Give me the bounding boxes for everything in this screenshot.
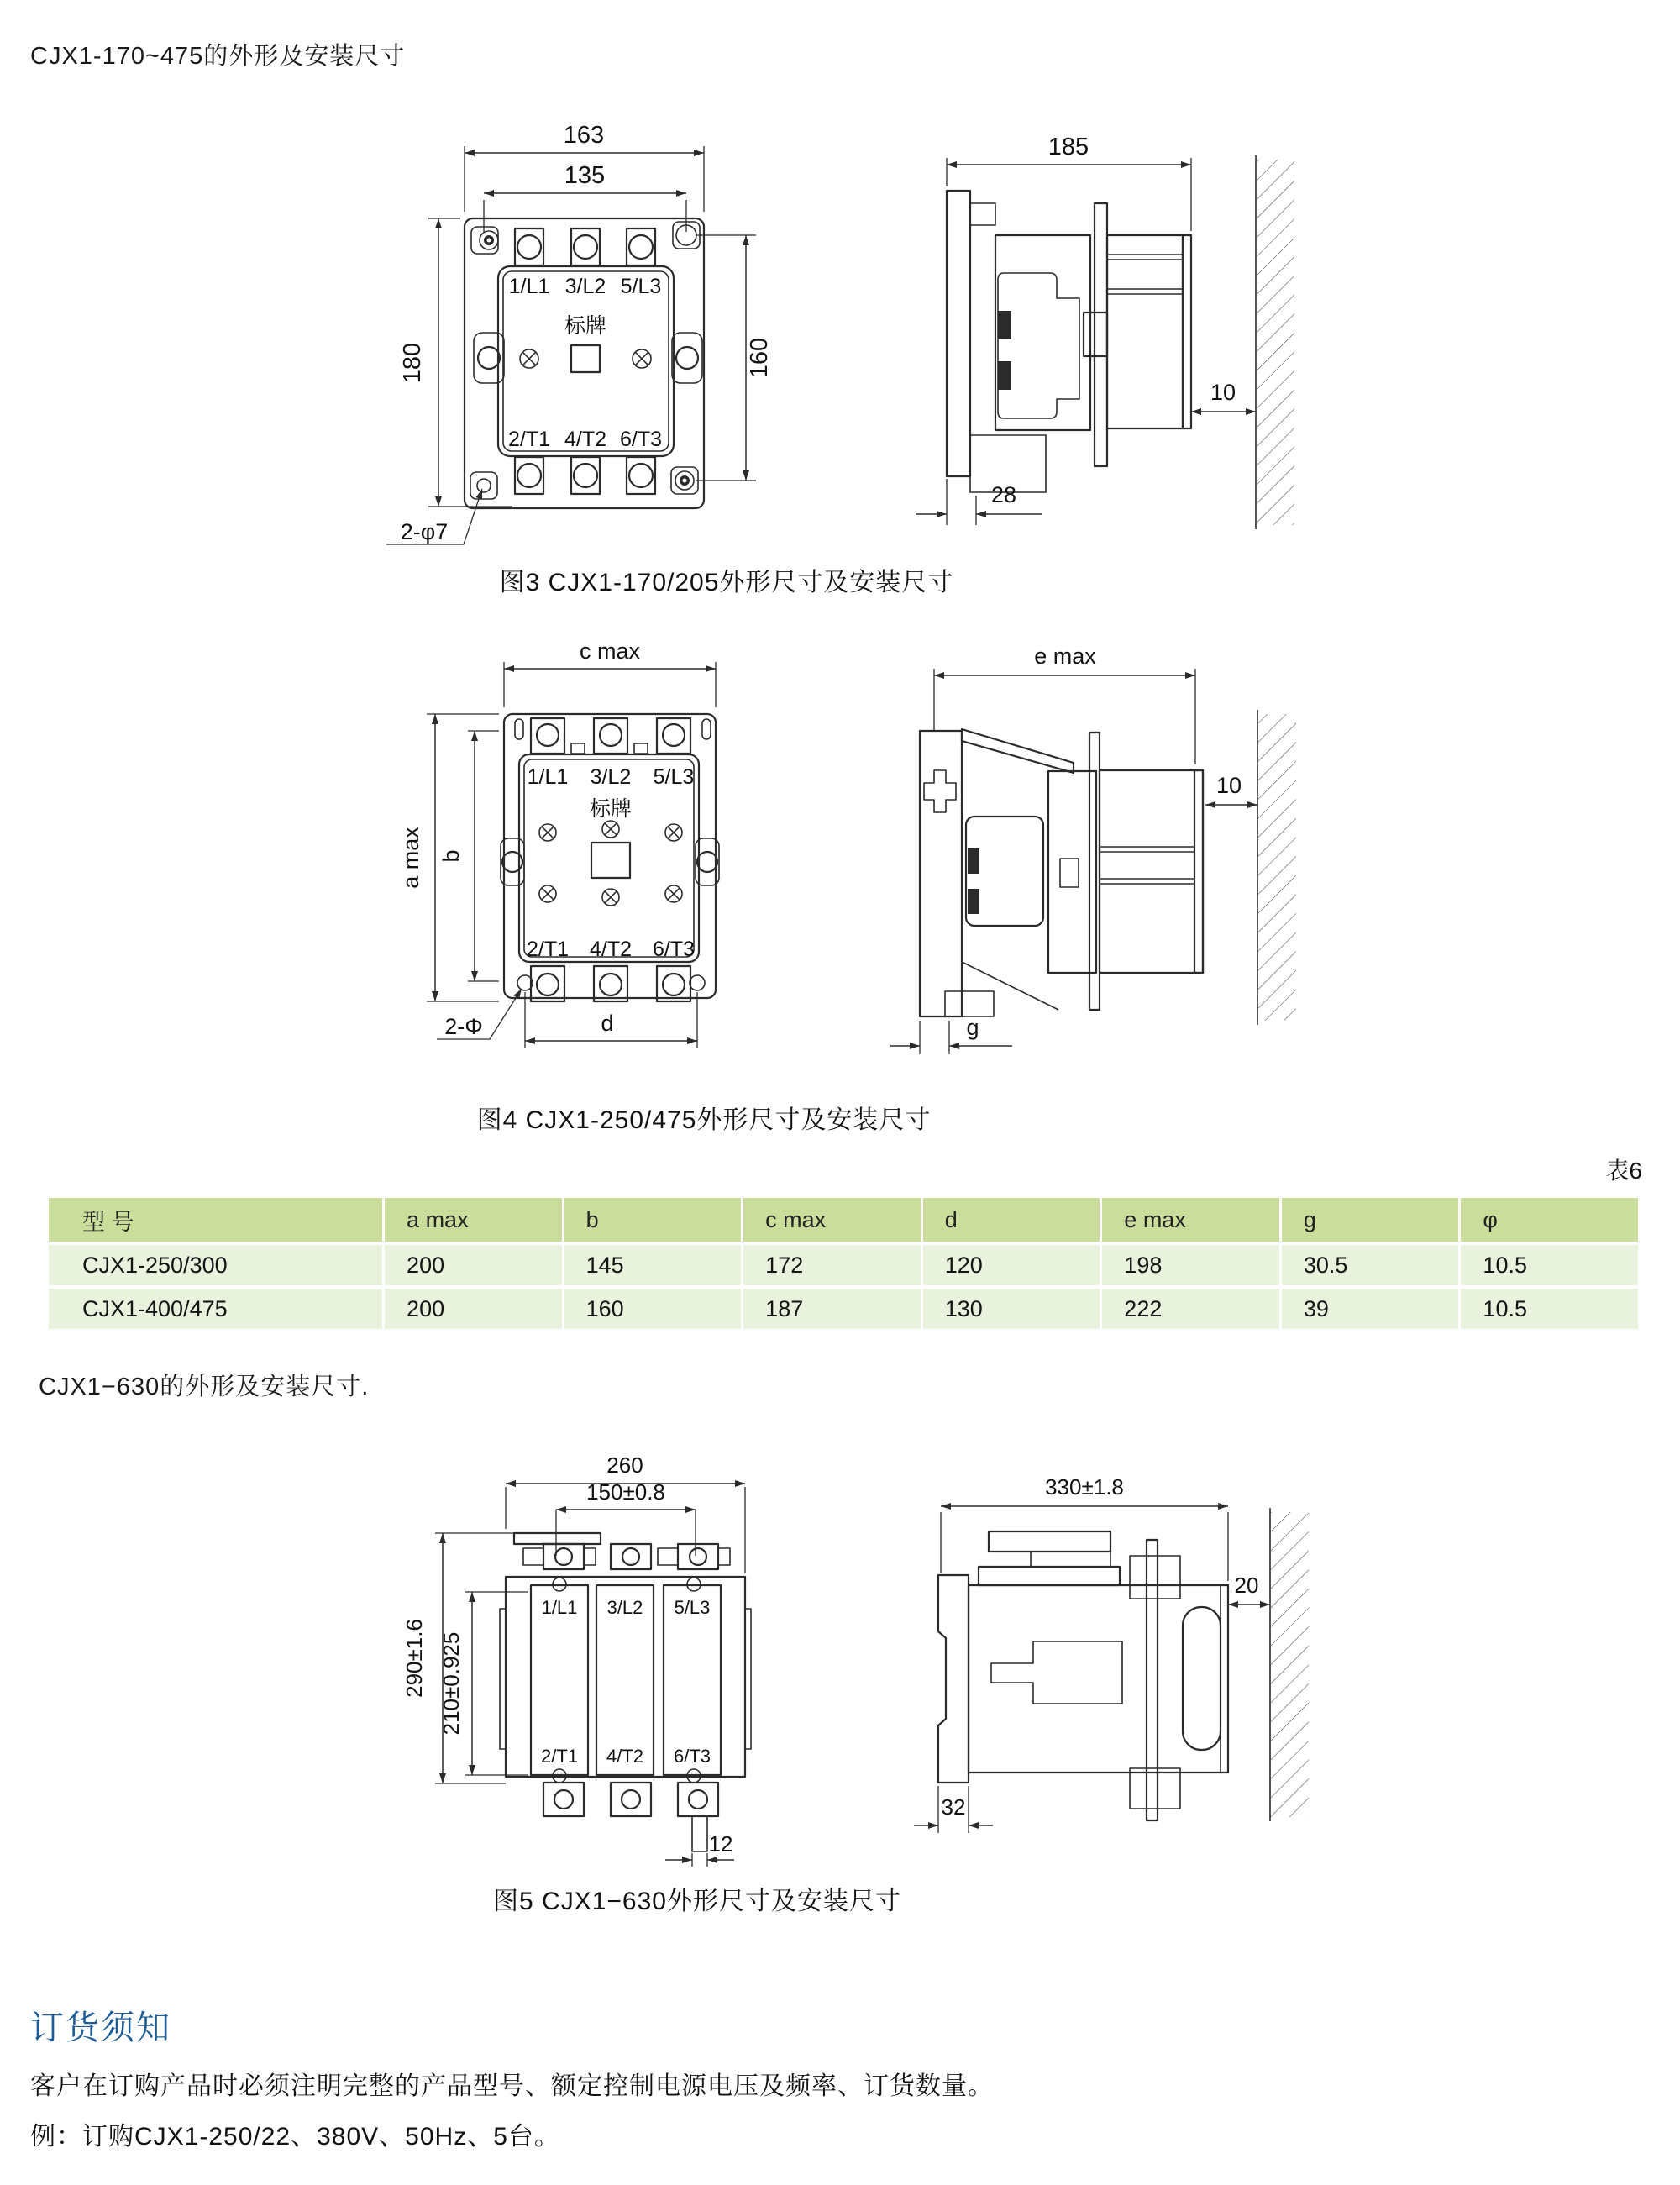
fig5-terminal-2T1: 2/T1: [540, 1746, 579, 1767]
fig4-dim-emax: e max: [1034, 643, 1096, 669]
cell-d: 130: [923, 1289, 1100, 1329]
fig5-terminal-3L2: 3/L2: [606, 1597, 643, 1618]
fig4-terminal-1L1: 1/L1: [527, 765, 569, 789]
fig4-terminal-3L2: 3/L2: [590, 765, 632, 789]
table-header-row: [49, 1198, 1638, 1242]
fig5-terminal-4T2: 4/T2: [606, 1746, 644, 1767]
cell-cmax: 172: [743, 1245, 921, 1285]
fig3-nameplate-label: 标牌: [564, 314, 607, 338]
fig5-dim-150: 150±0.8: [586, 1479, 665, 1505]
fig3-terminal-4T2: 4/T2: [564, 428, 607, 451]
fig4-terminal-4T2: 4/T2: [589, 938, 633, 961]
col-header-amax: a max: [385, 1198, 562, 1242]
fig4-terminal-5L3: 5/L3: [653, 765, 695, 789]
table6-label: 表6: [1605, 1158, 1642, 1184]
fig5-side-drawing: [907, 1420, 1378, 1873]
table-row: [49, 1289, 1638, 1329]
fig4-terminal-6T3: 6/T3: [652, 938, 696, 961]
fig3-side-drawing: [890, 109, 1361, 563]
cell-amax: 200: [385, 1289, 562, 1329]
fig3-dim-185: 185: [1047, 134, 1089, 160]
col-header-phi: φ: [1461, 1198, 1638, 1242]
fig3-dim-135: 135: [564, 162, 606, 189]
fig4-caption: 图4 CJX1-250/475外形尺寸及安装尺寸: [476, 1106, 932, 1134]
fig3-dim-10: 10: [1210, 380, 1236, 405]
fig3-caption: 图3 CJX1-170/205外形尺寸及安装尺寸: [499, 569, 954, 596]
fig3-terminal-5L3: 5/L3: [620, 275, 662, 298]
fig5-dim-210: 210±0.925: [438, 1631, 464, 1736]
fig5-dim-20: 20: [1234, 1573, 1259, 1598]
ordering-line1: 客户在订购产品时必须注明完整的产品型号、额定控制电源电压及频率、订货数量。: [30, 2072, 994, 2100]
cell-amax: 200: [385, 1245, 562, 1285]
fig4-side-drawing: [865, 622, 1352, 1075]
fig3-terminal-1L1: 1/L1: [508, 275, 550, 298]
cell-cmax: 187: [743, 1289, 921, 1329]
cell-phi: 10.5: [1461, 1289, 1638, 1329]
cell-g: 30.5: [1282, 1245, 1459, 1285]
fig3-front-drawing: [235, 109, 773, 554]
cell-b: 160: [564, 1289, 742, 1329]
fig4-nameplate-label: 标牌: [589, 797, 633, 821]
section-title-170-475: CJX1-170~475的外形及安装尺寸: [30, 43, 406, 70]
ordering-heading: 订货须知: [30, 2009, 171, 2046]
wall-hatch: [1270, 1512, 1309, 1817]
fig3-dim-holes: 2-φ7: [400, 519, 449, 544]
fig4-front-drawing: [235, 622, 773, 1092]
fig4-terminal-2T1: 2/T1: [526, 938, 570, 961]
fig4-dim-holes: 2-Φ: [444, 1014, 483, 1039]
fig3-dim-28: 28: [990, 482, 1017, 507]
cell-model: CJX1-400/475: [49, 1289, 382, 1329]
col-header-emax: e max: [1102, 1198, 1279, 1242]
fig5-terminal-6T3: 6/T3: [673, 1746, 711, 1767]
fig4-dim-g: g: [966, 1015, 979, 1040]
wall-hatch: [1257, 714, 1296, 1021]
cell-g: 39: [1282, 1289, 1459, 1329]
fig3-screw-icon: [520, 349, 651, 368]
fig4-dim-d: d: [601, 1011, 614, 1036]
col-header-d: d: [923, 1198, 1100, 1242]
fig4-dim-10: 10: [1215, 773, 1242, 798]
dimension-table: [46, 1195, 1641, 1332]
col-header-cmax: c max: [743, 1198, 921, 1242]
cell-model: CJX1-250/300: [49, 1245, 382, 1285]
fig3-dim-180: 180: [399, 342, 426, 384]
table-row: [49, 1245, 1638, 1285]
col-header-b: b: [564, 1198, 742, 1242]
fig4-dim-amax: a max: [398, 827, 423, 889]
fig3-terminal-2T1: 2/T1: [507, 428, 551, 451]
cell-b: 145: [564, 1245, 742, 1285]
fig4-dim-cmax: c max: [579, 638, 641, 664]
fig5-caption: 图5 CJX1−630外形尺寸及安装尺寸: [493, 1888, 901, 1915]
cell-d: 120: [923, 1245, 1100, 1285]
col-header-model: 型 号: [49, 1198, 382, 1242]
fig3-terminal-3L2: 3/L2: [564, 275, 606, 298]
fig5-dim-290: 290±1.6: [402, 1619, 427, 1698]
cell-phi: 10.5: [1461, 1245, 1638, 1285]
fig5-dim-260: 260: [606, 1452, 643, 1478]
wall-hatch: [1256, 160, 1294, 525]
fig3-terminal-6T3: 6/T3: [619, 428, 663, 451]
fig5-terminal-5L3: 5/L3: [674, 1597, 711, 1618]
cell-emax: 222: [1102, 1289, 1279, 1329]
fig5-terminal-1L1: 1/L1: [541, 1597, 578, 1618]
fig5-front-drawing: [386, 1420, 857, 1899]
fig3-dim-163: 163: [563, 122, 605, 149]
cell-emax: 198: [1102, 1245, 1279, 1285]
fig5-dim-12: 12: [708, 1831, 733, 1857]
fig4-screw-icons: [539, 821, 682, 906]
section-title-630: CJX1−630的外形及安装尺寸.: [39, 1374, 370, 1400]
ordering-line2: 例：订购CJX1-250/22、380V、50Hz、5台。: [30, 2123, 560, 2151]
fig3-dim-160: 160: [746, 337, 773, 379]
fig5-dim-330: 330±1.8: [1045, 1474, 1124, 1500]
col-header-g: g: [1282, 1198, 1459, 1242]
fig4-dim-b: b: [438, 849, 464, 863]
fig5-dim-32: 32: [941, 1794, 966, 1820]
